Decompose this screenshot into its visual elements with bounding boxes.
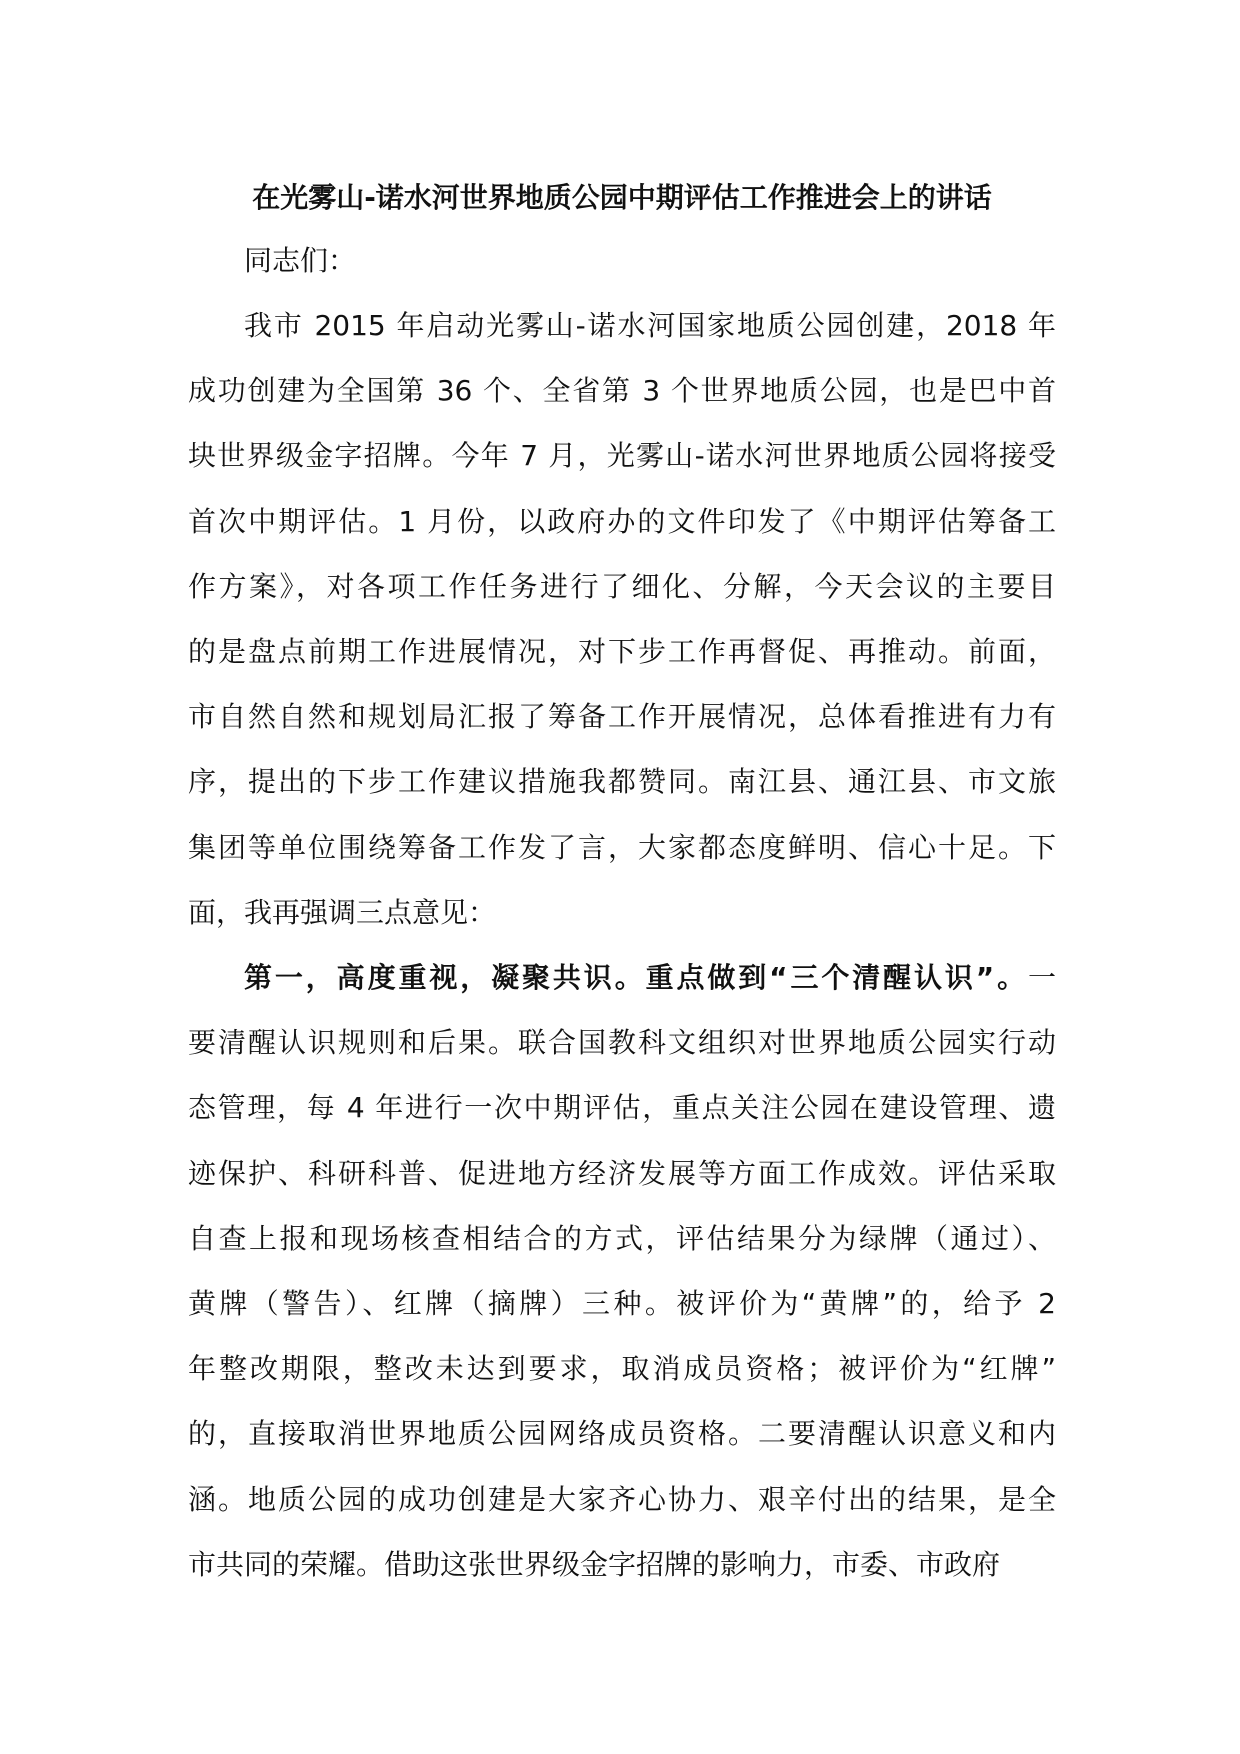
paragraph-1-line: 市自然自然和规划局汇报了筹备工作开展情况，总体看推进有力有: [188, 700, 1056, 734]
paragraph-2-first-line: [188, 945, 1056, 1010]
paragraph-1-line: 块世界级金字招牌。今年 7 月，光雾山-诺水河世界地质公园将接受: [188, 439, 1056, 473]
salutation: 同志们：: [244, 244, 357, 277]
paragraph-2-line: 的，直接取消世界地质公园网络成员资格。二要清醒认识意义和内: [188, 1417, 1056, 1451]
document-title: 在光雾山-诺水河世界地质公园中期评估工作推进会上的讲话: [252, 181, 992, 214]
paragraph-1-line: 首次中期评估。1 月份，以政府办的文件印发了《中期评估筹备工: [188, 504, 1056, 538]
paragraph-2-line: 年整改期限，整改未达到要求，取消成员资格；被评价为“红牌”: [188, 1352, 1056, 1386]
paragraph-1-line: 集团等单位围绕筹备工作发了言，大家都态度鲜明、信心十足。下: [188, 830, 1056, 864]
paragraph-1-line: 成功创建为全国第 36 个、全省第 3 个世界地质公园，也是巴中首: [188, 374, 1056, 408]
paragraph-1-line: 序，提出的下步工作建议措施我都赞同。南江县、通江县、市文旅: [188, 765, 1056, 799]
document-page: [188, 168, 1056, 1597]
paragraph-1-line: 面，我再强调三点意见：: [188, 895, 497, 929]
paragraph-2-line: 迹保护、科研科普、促进地方经济发展等方面工作成效。评估采取: [188, 1156, 1056, 1190]
paragraph-2-line: 态管理，每 4 年进行一次中期评估，重点关注公园在建设管理、遗: [188, 1091, 1056, 1125]
paragraph-2: [188, 945, 1056, 1597]
paragraph-1-line: 作方案》，对各项工作任务进行了细化、分解，今天会议的主要目: [188, 569, 1056, 603]
paragraph-2-first-rest: 一: [1027, 961, 1056, 995]
paragraph-1-line: 的是盘点前期工作进展情况，对下步工作再督促、再推动。前面，: [188, 635, 1056, 669]
section-heading: 第一，高度重视，凝聚共识。重点做到“三个清醒认识”。: [244, 961, 1028, 995]
paragraph-2-line: 黄牌（警告）、红牌（摘牌）三种。被评价为“黄牌”的，给予 2: [188, 1287, 1056, 1321]
paragraph-1-line: 我市 2015 年启动光雾山-诺水河国家地质公园创建，2018 年: [244, 309, 1056, 342]
paragraph-2-line: 涵。地质公园的成功创建是大家齐心协力、艰辛付出的结果，是全: [188, 1482, 1056, 1516]
paragraph-1: [188, 293, 1056, 945]
paragraph-2-line: 自查上报和现场核查相结合的方式，评估结果分为绿牌（通过）、: [188, 1221, 1056, 1255]
paragraph-2-line: 要清醒认识规则和后果。联合国教科文组织对世界地质公园实行动: [188, 1026, 1056, 1060]
paragraph-2-line: 市共同的荣耀。借助这张世界级金字招牌的影响力，市委、市政府: [188, 1547, 1001, 1581]
